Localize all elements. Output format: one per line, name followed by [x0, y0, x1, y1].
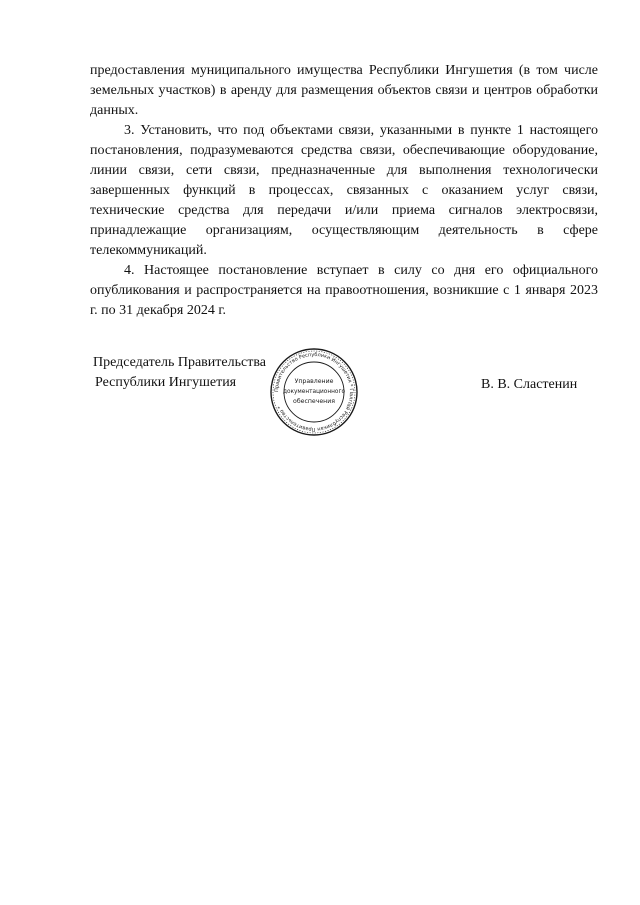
paragraph-continuation: предоставления муниципального имущества Республики Ингушетия (в том числе земельных участков) в аренду для размещения объектов связи и центров обработки данных. — [90, 63, 598, 118]
stamp-center-line-2: документационного — [282, 389, 346, 395]
stamp-center-line-3: обеспечения — [293, 398, 335, 405]
document-body — [90, 61, 598, 321]
signatory-title-line-2: Республики Ингушетия — [95, 375, 237, 390]
signatory-title — [93, 353, 266, 393]
signatory-title-line-1: Председатель Правительства — [93, 355, 266, 370]
stamp-center-line-1: Управление — [294, 378, 334, 385]
paragraph-4: 4. Настоящее постановление вступает в силу со дня его официального опубликования и распространяется на правоотношения, возникшие с 1 января 2023 г. по 31 декабря 2024 г. — [90, 263, 598, 318]
paragraph-3: 3. Установить, что под объектами связи, указанными в пункте 1 настоящего постановления, подразумеваются средства связи, обеспечивающие оборудование, линии связи, сети связи, предназначенные для выполнения технологически завершенных функций в процессах, связанных с оказанием услуг связи, технические средства для передачи и/или приема сигналов электросвязи, принадлежащие организациям, осуществляющим деятельность в сфере телекоммуникаций. — [90, 123, 598, 258]
stamp-ring-text: Правительство Республики Ингушетия * ГӀалгӀай Республикан Правительство * — [273, 351, 355, 433]
signatory-name: В. В. Сластенин — [481, 377, 578, 392]
official-stamp — [269, 347, 359, 437]
stamp-seal — [269, 347, 359, 437]
